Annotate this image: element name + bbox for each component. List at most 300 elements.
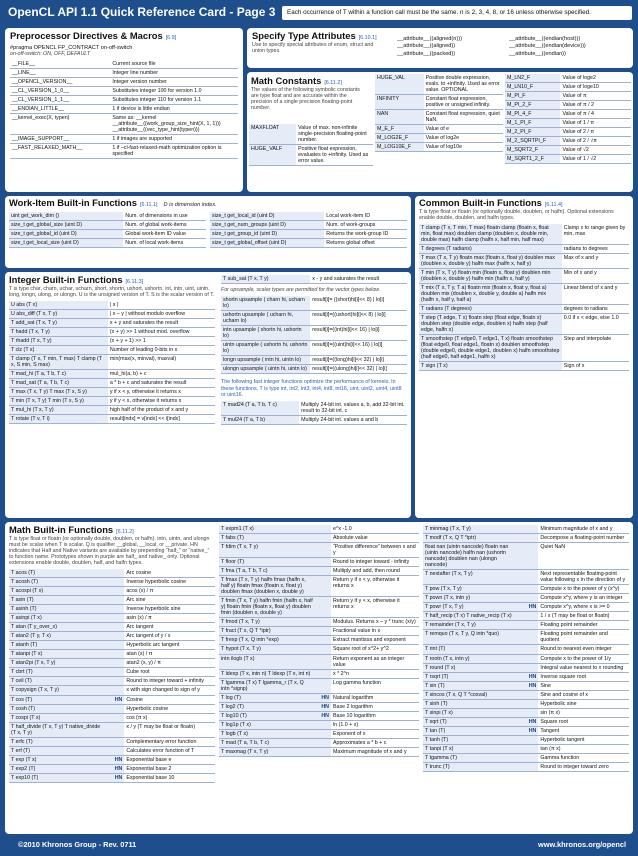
integer-row <box>9 397 215 406</box>
math-row-cell-2: Return y if y < x, otherwise it returns x <box>333 598 400 611</box>
math-row-cell-2: Inverse hyperbolic sine <box>126 606 181 613</box>
math-row-cell-1 <box>522 570 538 584</box>
math-row-cell-1 <box>315 739 331 747</box>
macro-row <box>10 78 238 87</box>
work-item-row-cell-1: Num. of local work-items <box>125 239 184 246</box>
math-row-cell-0: T rint (T) <box>423 645 522 653</box>
math-row-cell-1 <box>522 534 538 542</box>
math-row <box>423 700 629 709</box>
math-row-cell-1 <box>315 558 331 566</box>
integer-row-cell-0: T max (T x, T y) T max (T x, S y) <box>9 388 108 396</box>
common-row <box>419 314 629 335</box>
math-row-cell-1 <box>522 736 538 744</box>
macro-row-cell-0: __IMAGE_SUPPORT__ <box>10 135 110 143</box>
math-row-cell-0: T fabs (T) <box>219 534 315 542</box>
upsample-row <box>221 341 407 356</box>
math-row-cell-1 <box>315 748 331 756</box>
math-row-cell-1 <box>522 585 538 593</box>
math-row-cell-1 <box>108 714 124 722</box>
math-row <box>423 534 629 543</box>
upsample-row-cell-1: result[i]=((uint)hi[i]<< 16) | lo[i] <box>312 342 383 349</box>
common-panel <box>415 196 633 518</box>
integer-row <box>9 370 215 379</box>
math-row <box>423 655 629 664</box>
work-item-row <box>9 230 206 239</box>
integer-row-cell-0: T min (T x, T y) T min (T x, S y) <box>9 397 108 405</box>
math-row-cell-1 <box>522 594 538 602</box>
math-row-cell-1 <box>108 587 124 595</box>
common-list <box>419 224 629 372</box>
integer-row <box>9 319 215 328</box>
math-row-cell-1 <box>315 636 331 644</box>
macro-row-cell-1: Same as: __kernel __attribute__((work_group_size_hint(X, 1, 1))) __attribute__((vec_type_hint(typen))) <box>112 115 221 134</box>
work-item-row <box>9 221 206 230</box>
math-row-cell-2: Exponential base e <box>126 756 172 763</box>
math-row <box>423 718 629 727</box>
upsample-row <box>221 356 407 365</box>
attribute-item: __attribute__((endian)) <box>509 50 566 57</box>
constant-row <box>505 155 631 164</box>
constant-row-cell-0: M_PI_F <box>505 92 560 100</box>
math-row-cell-0: T erfc (T) <box>9 738 108 746</box>
math-row-cell-1 <box>315 618 331 626</box>
constant-row-cell-0: MAXFLOAT <box>249 124 296 144</box>
math-row <box>219 694 419 703</box>
constant-row-cell-1: Value of loge10 <box>562 84 599 91</box>
spec-attr-list-2 <box>509 36 586 58</box>
integer-row-cell-1: y if y < x, otherwise it returns x <box>109 398 182 405</box>
math-row <box>423 543 629 570</box>
work-item-row-cell-1: Returns global offset <box>326 239 375 246</box>
integer-row-cell-1: y if x < y, otherwise it returns x <box>109 389 181 396</box>
attribute-item: __attribute__((packed)) <box>397 50 456 57</box>
math-row-cell-2: Round to integer toward zero <box>540 763 609 770</box>
math-row-cell-0: T fmax (T x, T y) halfn fmax (halfn x, half y) floatn fmax (floatn x, float y) doublen fmax (doublen x, double y) <box>219 576 315 596</box>
upsample-row-cell-0: shortn upsample ( charn hi, ucharn lo) <box>221 296 310 310</box>
constant-row-cell-1: Constant float expression, positive or unsigned infinity. <box>425 96 491 109</box>
math-row-cell-1 <box>522 630 538 644</box>
integer-row <box>9 415 215 424</box>
math-row-cell-2: Cosine <box>126 696 143 703</box>
math-row <box>219 534 419 543</box>
macro-row <box>10 144 238 159</box>
math-row-cell-1 <box>108 668 124 676</box>
math-row <box>219 543 419 558</box>
constant-row-cell-1: Value of 2 / π <box>562 129 594 136</box>
constant-row-cell-1: Value of 1 / √2 <box>562 156 597 163</box>
common-desc: T is type float or floatn (or optionally double, doublen, or halfn). Optional extensions enable double, doublen, and halfn types. <box>419 208 614 221</box>
constant-row-cell-0: M_LOG10E_F <box>375 143 424 151</box>
constant-row <box>375 74 503 95</box>
math-row-cell-0: T powr (T x, T y) <box>423 603 522 611</box>
math-row-cell-1 <box>522 709 538 717</box>
macro-row <box>10 114 238 135</box>
math-row <box>9 650 215 659</box>
macro-row-cell-1: Current source file <box>112 61 156 67</box>
common-row-cell-1: Clamp x to range given by min, max <box>563 224 626 237</box>
math-row-cell-2: Compute x to the power of 1/y <box>540 655 612 662</box>
math-row-cell-1 <box>522 612 538 620</box>
math-row <box>219 636 419 645</box>
work-item-row-cell-1: Returns the work-group ID <box>326 230 389 237</box>
common-row <box>419 362 629 371</box>
common-row <box>419 305 629 314</box>
preprocessor-title <box>10 31 238 42</box>
constant-row <box>505 101 631 110</box>
math-title-text: Math Built-in Functions <box>9 524 114 535</box>
common-row <box>419 269 629 284</box>
common-row-cell-1: Step and interpolate <box>563 336 612 343</box>
integer-list <box>9 301 215 424</box>
math-row-cell-0: T lgamma (T x) T lgamma_r (T x, Q intn *signp) <box>219 679 315 693</box>
math-list-2 <box>219 525 419 757</box>
common-row <box>419 224 629 245</box>
work-item-row-cell-0: size_t get_local_id (uint D) <box>210 212 324 220</box>
math-row-cell-1 <box>108 578 124 586</box>
pragma-switch: on-off-switch: ON, OFF, DEFAULT <box>10 50 91 57</box>
integer-row-cell-0: T clz (T x) <box>9 346 108 354</box>
math-row-cell-0: T cosh (T) <box>9 705 108 713</box>
fast-int-row-cell-0: T mad24 (T a, T b, T c) <box>221 401 299 415</box>
common-row-cell-1: Linear blend of x and y <box>563 285 618 292</box>
macro-row-cell-0: __LINE__ <box>10 69 110 77</box>
math-row-cell-0: T trunc (T) <box>423 763 522 771</box>
fast-int-row-cell-0: T mul24 (T a, T b) <box>221 416 299 424</box>
math-row <box>219 670 419 679</box>
integer-row-cell-1: a * b + c and saturates the result <box>109 380 187 387</box>
constant-row-cell-0: M_LN2_F <box>505 74 560 82</box>
math-row-cell-0: T acosh (T) <box>9 578 108 586</box>
spec-attr-ref: [6.10.1] <box>358 35 377 41</box>
constant-row-cell-1: Value of loge2 <box>562 75 596 81</box>
math-row-cell-2: Complementary error function <box>126 738 197 745</box>
integer-ref: [6.11.3] <box>125 279 144 285</box>
work-item-row-cell-0: size_t get_group_id (uint D) <box>210 230 324 238</box>
macro-row-cell-0: __CL_VERSION_1_1__ <box>10 96 110 104</box>
math-row-cell-0: T acos (T) <box>9 569 108 577</box>
math-row-cell-2: Decompose a floating-point number <box>540 535 625 542</box>
math-row-cell-2: Floating point remainder <box>540 622 598 629</box>
math-row-cell-2: asin (x) / π <box>126 615 152 622</box>
math-row-cell-1 <box>315 627 331 635</box>
math-row <box>9 578 215 587</box>
math-row <box>219 525 419 534</box>
common-title-text: Common Built-in Functions <box>419 197 542 208</box>
math-row <box>9 696 215 705</box>
math-row <box>423 612 629 621</box>
math-row-cell-2: x / y (T may be float or floatn) <box>126 723 196 730</box>
common-row <box>419 335 629 362</box>
math-row-cell-1 <box>108 605 124 613</box>
math-row-cell-0: T pow (T x, T y) <box>423 585 522 593</box>
constant-row <box>505 83 631 92</box>
integer-row <box>9 379 215 388</box>
spec-attr-list-1 <box>397 36 462 58</box>
constant-row <box>249 145 373 166</box>
constant-row-cell-0: M_SQRT2_F <box>505 146 560 154</box>
math-row <box>9 587 215 596</box>
math-row-cell-2: Arc cosine <box>126 570 152 577</box>
work-item-ref: [6.11.1] <box>139 202 158 208</box>
math-row-cell-1 <box>522 655 538 663</box>
common-row-cell-0: T smoothstep (T edge0, T edge1, T x) floatn smoothstep (float edge0, float edge1, floatn x) doublen smoothstep (double edge0, double edge1, doublen x) halfn smoothstep (half edge0, half edge1, halfn x) <box>419 335 562 361</box>
work-item-title <box>9 198 407 209</box>
math-row-cell-1 <box>315 679 331 693</box>
constant-row-cell-0: M_2_SQRTPI_F <box>505 137 560 145</box>
math-row-cell-2: “Positive difference” between x and y <box>333 544 416 557</box>
math-row-cell-2: tan (π x) <box>540 745 561 752</box>
math-row-cell-0: T copysign (T x, T y) <box>9 686 108 694</box>
constant-row-cell-1: Constant float expression, quiet NaN. <box>425 111 500 124</box>
math-row-cell-1: HN <box>315 694 331 702</box>
integer-row-cell-1: result[indx] = v[indx] << i[indx] <box>109 416 180 423</box>
math-row-cell-0: T sqrt (T) <box>423 718 522 726</box>
constant-row-cell-1: Value of max. non-infinite single-precision floating-point number. <box>298 125 367 144</box>
macro-row-cell-1: 1 if images are supported <box>112 136 173 143</box>
math-row-cell-0: T frexp (T x, Q intn *exp) <box>219 636 315 644</box>
math-row <box>423 745 629 754</box>
math-row-cell-0: T tan (T) <box>423 727 522 735</box>
math-row <box>423 664 629 673</box>
integer-row <box>221 275 407 284</box>
constant-row-cell-1: Value of π <box>562 93 587 100</box>
math-row <box>9 596 215 605</box>
integer-row <box>9 355 215 370</box>
math-row <box>219 721 419 730</box>
math-row-cell-1 <box>522 763 538 771</box>
work-item-row-cell-1: Global work-item ID value <box>125 230 186 237</box>
common-row-cell-0: T min (T x, T y) floatn min (floatn x, float y) doublen min (doublen x, double y) halfn min (halfn x, half y) <box>419 269 562 283</box>
math-row-cell-0: T exp10 (T) <box>9 774 108 782</box>
math-row-cell-2: atan2 (x, y) / π <box>126 660 161 667</box>
integer-row <box>9 406 215 415</box>
macro-row <box>10 105 238 114</box>
work-item-sub: D is dimension index. <box>163 202 217 208</box>
math-row-cell-0: T atan2 (T y, T x) <box>9 632 108 640</box>
math-row-cell-1: HN <box>522 718 538 726</box>
common-ref: [6.11.4] <box>544 202 563 208</box>
common-row-cell-1: 0.0 if x < edge, else 1.0 <box>563 315 619 322</box>
math-constants-panel <box>247 72 633 192</box>
math-row-cell-0: T ldexp (T x, intn n) T ldexp (T x, int n) <box>219 670 315 678</box>
math-row-cell-2: Arc tangent of y / x <box>126 633 171 640</box>
integer-row-cell-1: Number of leading 0-bits in x <box>109 346 178 353</box>
math-row-cell-2: Compute x^y, where y is an integer <box>540 595 623 602</box>
work-item-row <box>9 212 206 221</box>
math-row-cell-2: Absolute value <box>333 535 368 542</box>
math-row <box>9 605 215 614</box>
work-item-panel <box>5 196 411 268</box>
math-row-cell-2: Round to nearest even integer <box>540 646 612 653</box>
math-row-cell-1: HN <box>108 696 124 704</box>
math-row-cell-2: Hyperbolic arc tangent <box>126 642 180 649</box>
constant-row <box>505 92 631 101</box>
integer-right-list <box>221 275 407 284</box>
macro-row-cell-0: __ENDIAN_LITTLE__ <box>10 105 110 113</box>
upsample-row <box>221 296 407 311</box>
math-row-cell-2: Compute x^y, where x is >= 0 <box>540 604 610 611</box>
math-row-cell-0: T cospi (T x) <box>9 714 108 722</box>
integer-row-cell-1: (x + y + 1) >> 1 <box>109 337 146 344</box>
math-constants-ref: [6.11.2] <box>324 80 342 86</box>
math-row-cell-2: Gamma function <box>540 754 580 761</box>
math-row-cell-1 <box>108 738 124 746</box>
constant-row <box>505 137 631 146</box>
macro-row-cell-1: Integer version number <box>112 79 167 86</box>
work-item-title-text: Work-Item Built-in Functions <box>9 197 137 208</box>
spec-attr-title-text: Specify Type Attributes <box>252 30 356 41</box>
work-item-row-cell-0: size_t get_global_id (uint D) <box>9 230 123 238</box>
macro-row <box>10 96 238 105</box>
constant-row-cell-0: M_2_PI_F <box>505 128 560 136</box>
macro-row <box>10 69 238 78</box>
integer-panel <box>5 272 411 518</box>
math-row <box>9 774 215 783</box>
math-row <box>219 730 419 739</box>
constant-row-cell-0: M_PI_2_F <box>505 101 560 109</box>
fast-int-row <box>221 401 407 416</box>
fast-int-row <box>221 416 407 425</box>
macro-row-cell-1: Substitutes integer 100 for version 1.0 <box>112 88 202 95</box>
math-row-cell-2: Log gamma function <box>333 679 381 686</box>
math-row <box>9 677 215 686</box>
integer-row <box>9 346 215 355</box>
math-row <box>219 558 419 567</box>
constant-row <box>505 74 631 83</box>
constant-row-cell-0: M_1_PI_F <box>505 119 560 127</box>
math-row-cell-2: Base 10 logarithm <box>333 712 376 719</box>
preprocessor-list <box>10 60 238 159</box>
math-row <box>423 585 629 594</box>
macro-row <box>10 60 238 69</box>
math-row-cell-2: Arc sine <box>126 597 146 604</box>
upsample-row-cell-0: ushortn upsample ( ucharn hi, ucharn lo) <box>221 311 310 325</box>
macro-row-cell-1: Integer line number <box>112 70 158 77</box>
math-row-cell-1 <box>108 723 124 737</box>
math-row-cell-2: cos (π x) <box>126 714 148 721</box>
math-row-cell-1: HN <box>315 712 331 720</box>
math-row <box>9 765 215 774</box>
math-row <box>9 614 215 623</box>
math-row-cell-0: T sincos (T x, Q T *cosval) <box>423 691 522 699</box>
upsample-row-cell-0: intn upsample ( shortn hi, ushortn lo) <box>221 326 310 340</box>
math-row-cell-1 <box>108 677 124 685</box>
math-row-cell-1: HN <box>108 756 124 764</box>
math-row-cell-1: HN <box>108 774 124 782</box>
math-row-cell-0: float nan (uintn nancode) floatn nan (uintn nancode) halfn nan (ushortn nancode) doublen nan (ulongn nancode) <box>423 543 522 569</box>
math-row-cell-0: T rootn (T x, intn y) <box>423 655 522 663</box>
integer-row-cell-0: T add_sat (T x, T y) <box>9 319 108 327</box>
integer-row-cell-1: x + y and saturates the result <box>109 319 179 326</box>
math-row-cell-2: Inverse square root <box>540 673 586 680</box>
math-row <box>9 668 215 677</box>
math-row-cell-2: Maximum magnitude of x and y <box>333 748 407 755</box>
upsample-row-cell-0: uintn upsample ( ushortn hi, ushortn lo) <box>221 341 310 355</box>
work-item-row-cell-0: uint get_work_dim () <box>9 212 123 220</box>
common-row-cell-0: T sign (T x) <box>419 362 562 370</box>
math-row <box>219 576 419 597</box>
math-row <box>219 748 419 757</box>
math-constants-mid <box>375 74 503 152</box>
integer-row-cell-1: | x | <box>109 301 119 308</box>
math-row <box>423 709 629 718</box>
preprocessor-ref: [6.9] <box>165 35 177 41</box>
preprocessor-panel <box>5 28 243 192</box>
constant-row <box>375 134 503 143</box>
math-row-cell-1 <box>315 525 331 533</box>
math-row-cell-0: T exp2 (T) <box>9 765 108 773</box>
math-constants-left <box>249 124 373 166</box>
math-row <box>9 756 215 765</box>
math-row-cell-0: T sinh (T) <box>423 700 522 708</box>
attribute-item: __attribute__((aligned(n))) <box>397 36 462 42</box>
math-row <box>423 570 629 585</box>
math-row-cell-1: HN <box>522 682 538 690</box>
constant-row-cell-0: NAN <box>375 110 424 124</box>
work-item-row-cell-1: Num. of dimensions in use <box>125 212 188 219</box>
work-item-row <box>9 239 206 248</box>
math-row-cell-2: Natural logarithm <box>333 694 374 701</box>
math-row-cell-1 <box>315 645 331 653</box>
integer-desc: T is type char, charn, uchar, ucharn, short, shortn, ushort, ushortn, int, intn, uint, uintn, long, longn, ulong, or ulongn. U is the unsigned version of T. S is the scalar version of T. <box>9 285 215 298</box>
math-row-cell-1 <box>522 543 538 569</box>
math-row <box>423 645 629 654</box>
math-row-cell-2: Compute x to the power of y (x^y) <box>540 586 620 593</box>
integer-row-cell-0: T rhadd (T x, T y) <box>9 337 108 345</box>
constant-row <box>375 95 503 110</box>
math-row-cell-1 <box>522 754 538 762</box>
math-row <box>9 747 215 756</box>
math-row-cell-1 <box>315 655 331 669</box>
constant-row <box>505 119 631 128</box>
fast-int-row-cell-1: Multiply 24-bit int. values a, b, add 32-bit int. result to 32-bit int. c <box>301 401 405 414</box>
integer-row-cell-0: T mad_hi (T a, T b, T c) <box>9 370 108 378</box>
math-row-cell-0: T tgamma (T) <box>423 754 522 762</box>
math-row-cell-0: T rsqrt (T) <box>423 673 522 681</box>
math-row <box>423 621 629 630</box>
upsample-row <box>221 311 407 326</box>
upsample-row-cell-1: result[i]= ((short)hi[i]<< 8) | lo[i] <box>312 297 385 304</box>
math-row-cell-0: T log (T) <box>219 694 315 702</box>
math-row-cell-1 <box>108 659 124 667</box>
math-row-cell-2: Minimum magnitude of x and y <box>540 526 613 532</box>
math-row <box>9 641 215 650</box>
math-row-cell-2: Approximates a * b + c <box>333 739 387 746</box>
integer-row <box>9 328 215 337</box>
work-item-row <box>210 212 407 221</box>
math-row <box>9 738 215 747</box>
constant-row-cell-1: Positive double expression, evals. to +infinity. Used as error value. OPTIONAL <box>425 75 500 94</box>
math-row-cell-0: T mad (T a, T b, T c) <box>219 739 315 747</box>
upsample-row <box>221 326 407 341</box>
math-row-cell-1 <box>522 664 538 672</box>
preprocessor-title-text: Preprocessor Directives & Macros <box>10 30 163 41</box>
common-row-cell-0: T clamp (T x, T min, T max) floatn clamp (floatn x, float min, float max) doublen clamp (doublen x, double min, double max) halfn clamp (halfn x, half min, half max) <box>419 224 562 244</box>
math-row-cell-0: T nextafter (T x, T y) <box>423 570 522 584</box>
constant-row-cell-1: Value of e <box>425 126 450 133</box>
constant-row <box>375 110 503 125</box>
fast-int-row-cell-1: Multiply 24-bit int. values a and b <box>301 416 379 423</box>
attribute-item: __attribute__((endian(device))) <box>509 43 586 50</box>
math-row-cell-2: Sine and cosine of x <box>540 691 589 698</box>
math-row-cell-2: x with sign changed to sign of y <box>126 687 200 694</box>
header <box>0 0 638 26</box>
math-row-cell-1 <box>315 721 331 729</box>
math-row-cell-2: Multiply and add, then round <box>333 568 400 575</box>
pragma-line: #pragma OPENCL FP_CONTRACT on-off-switch <box>10 44 133 51</box>
work-item-row-cell-1: Num. of work-groups <box>326 221 376 228</box>
math-row-cell-0: T cos (T) <box>9 696 108 704</box>
